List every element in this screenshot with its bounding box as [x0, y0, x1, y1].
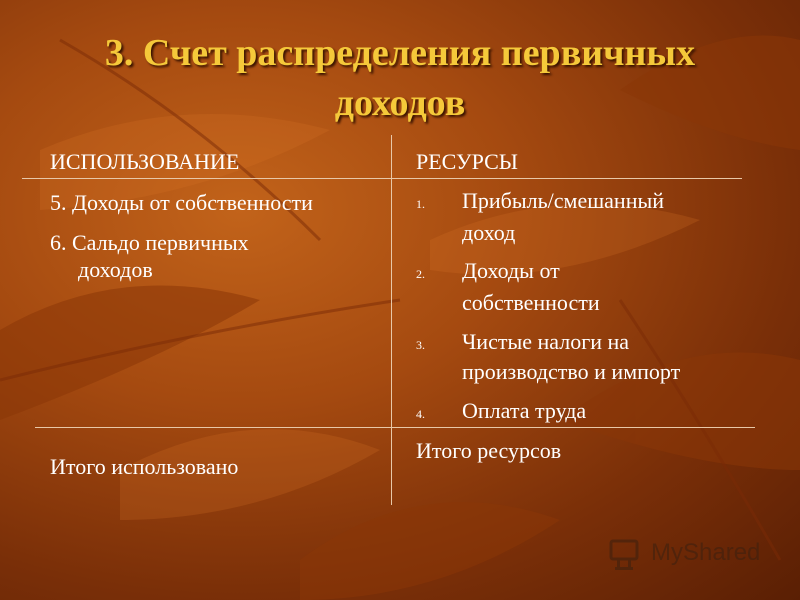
- resources-total: Итого ресурсов: [416, 438, 562, 463]
- resource-item-2-line1: Доходы от: [462, 258, 560, 283]
- resource-item-1-number: 1.: [416, 197, 425, 211]
- resource-item-3-number: 3.: [416, 338, 425, 352]
- resource-item-4-line1: Оплата труда: [462, 398, 587, 423]
- usage-total: Итого использовано: [50, 454, 239, 479]
- myshared-watermark: [607, 535, 767, 575]
- resources-header: РЕСУРСЫ: [416, 149, 518, 174]
- divider-vertical: [391, 135, 392, 505]
- resource-item-2-number: 2.: [416, 267, 425, 281]
- resource-item-3-line2: производство и импорт: [462, 359, 681, 384]
- resource-item-2-line2: собственности: [462, 290, 600, 315]
- slide-title: 3. Счет распределения первичных доходов: [104, 32, 696, 124]
- watermark-text: MyShared: [651, 539, 761, 566]
- usage-item-5: 5. Доходы от собственности: [50, 190, 313, 215]
- usage-header: ИСПОЛЬЗОВАНИЕ: [50, 149, 240, 174]
- myshared-logo-icon: [607, 537, 643, 573]
- divider-top: [22, 178, 742, 179]
- resource-item-3-line1: Чистые налоги на: [462, 329, 630, 354]
- resource-item-4-number: 4.: [416, 407, 425, 421]
- resource-item-1-line2: доход: [462, 220, 516, 245]
- resource-item-1-line1: Прибыль/смешанный: [462, 188, 665, 213]
- usage-item-6-line1: 6. Сальдо первичных: [50, 230, 249, 255]
- divider-bottom: [35, 427, 755, 428]
- usage-item-6-line2: доходов: [78, 257, 153, 282]
